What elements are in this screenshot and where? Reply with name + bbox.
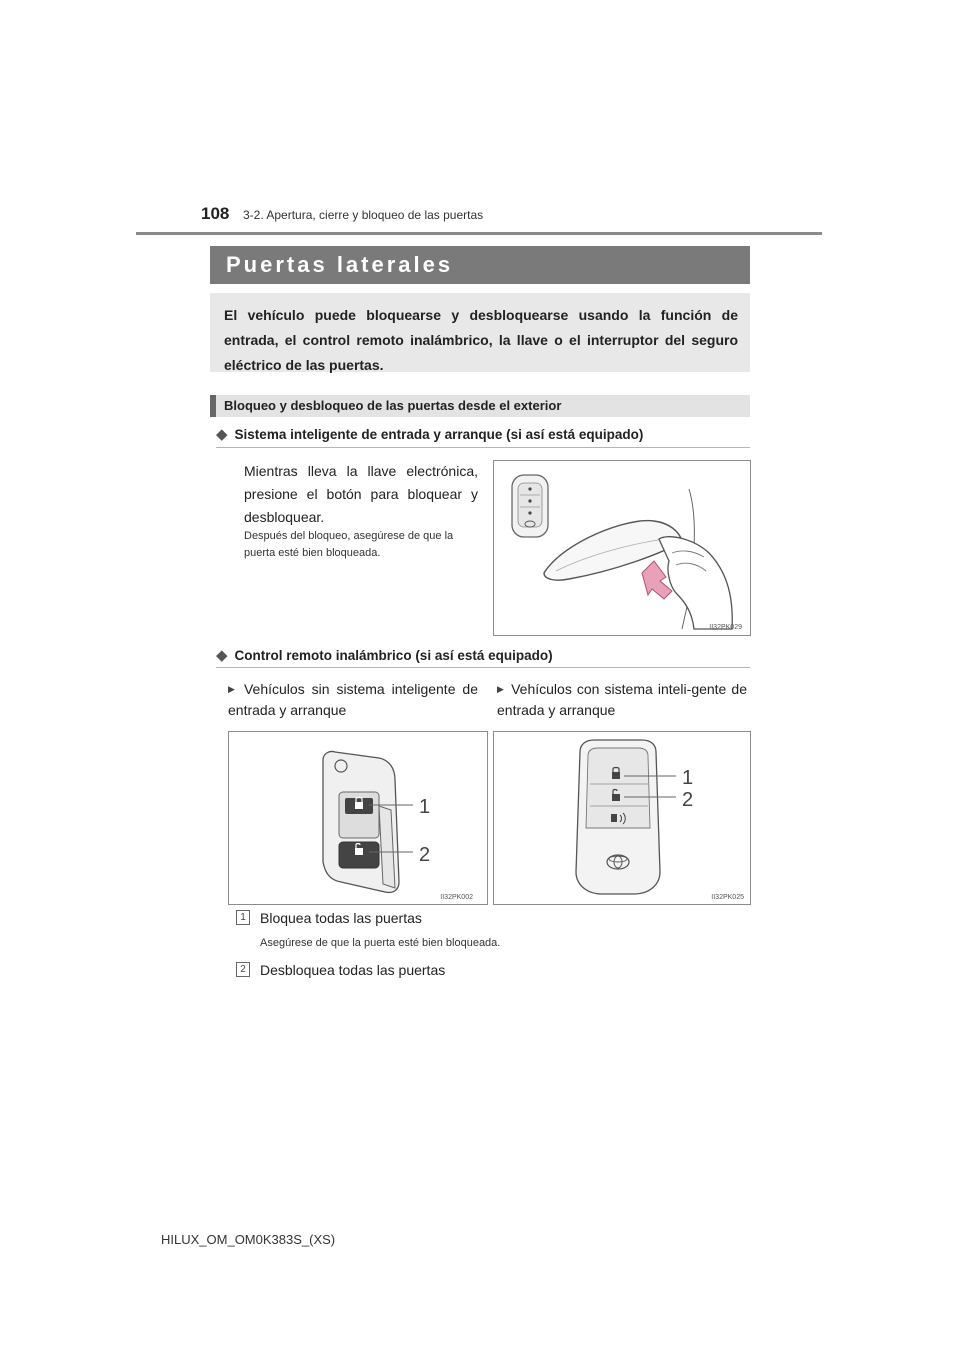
title-band (210, 246, 750, 284)
subsection-title: Bloqueo y desbloqueo de las puertas desde el exterior (224, 398, 562, 413)
intro-text: El vehículo puede bloquearse y desbloquearse usando la función de entrada, el control remoto inalámbrico, la llave o el interruptor del seguro eléctrico de las puertas. (224, 307, 738, 373)
smart-entry-body: Mientras lleva la llave electrónica, presione el botón para bloquear y desbloquear. (244, 463, 478, 525)
footer-document-code: HILUX_OM_OM0K383S_(XS) (161, 1232, 336, 1247)
triangle-bullet-icon: ▶ (228, 684, 238, 694)
figure-code: II32PK029 (709, 624, 742, 631)
section-reference: 3-2. Apertura, cierre y bloqueo de las puertas (243, 208, 484, 222)
figure-code: II32PK002 (440, 894, 473, 901)
smart-key-illustration (494, 732, 750, 904)
heading-rule (216, 667, 750, 668)
header-rule (136, 232, 822, 235)
subsection-marker (210, 395, 216, 417)
door-handle-figure (493, 460, 751, 636)
callout-1: 1 (682, 767, 694, 789)
smart-entry-heading-text: Sistema inteligente de entrada y arranque (si así está equipado) (234, 427, 644, 442)
bullet-no-smart-entry: ▶ Vehículos sin sistema inteligente de entrada y arranque (228, 681, 478, 718)
heading-rule (216, 447, 750, 448)
flip-key-figure (228, 731, 488, 905)
remote-heading-text: Control remoto inalámbrico (si así está equipado) (234, 648, 553, 663)
figure-code: II32PK025 (711, 894, 744, 901)
smart-entry-heading (216, 425, 643, 443)
subsection-band (210, 395, 750, 417)
callout-1: 1 (419, 796, 431, 818)
diamond-icon: ◆ (216, 426, 228, 443)
remote-heading (216, 646, 553, 664)
flip-key-illustration (229, 732, 487, 904)
item-number-box: 2 (236, 962, 250, 977)
page-number: 108 (201, 204, 230, 223)
intro-box (210, 293, 750, 372)
item-label: Desbloquea todas las puertas (260, 962, 446, 978)
bullet-with-smart-entry: ▶ Vehículos con sistema inteli-gente de entrada y arranque (497, 681, 747, 718)
item-number-box: 1 (236, 910, 250, 925)
item-note: Asegúrese de que la puerta esté bien bloqueada. (260, 937, 501, 949)
callout-2: 2 (419, 844, 431, 866)
page-title: Puertas laterales (226, 252, 454, 277)
smart-key-figure (493, 731, 751, 905)
callout-2: 2 (682, 789, 694, 811)
door-handle-illustration (494, 461, 750, 635)
triangle-bullet-icon: ▶ (497, 684, 506, 694)
diamond-icon: ◆ (216, 647, 228, 664)
item-label: Bloquea todas las puertas (260, 910, 422, 926)
smart-entry-note: Después del bloqueo, asegúrese de que la puerta esté bien bloqueada. (244, 530, 454, 559)
